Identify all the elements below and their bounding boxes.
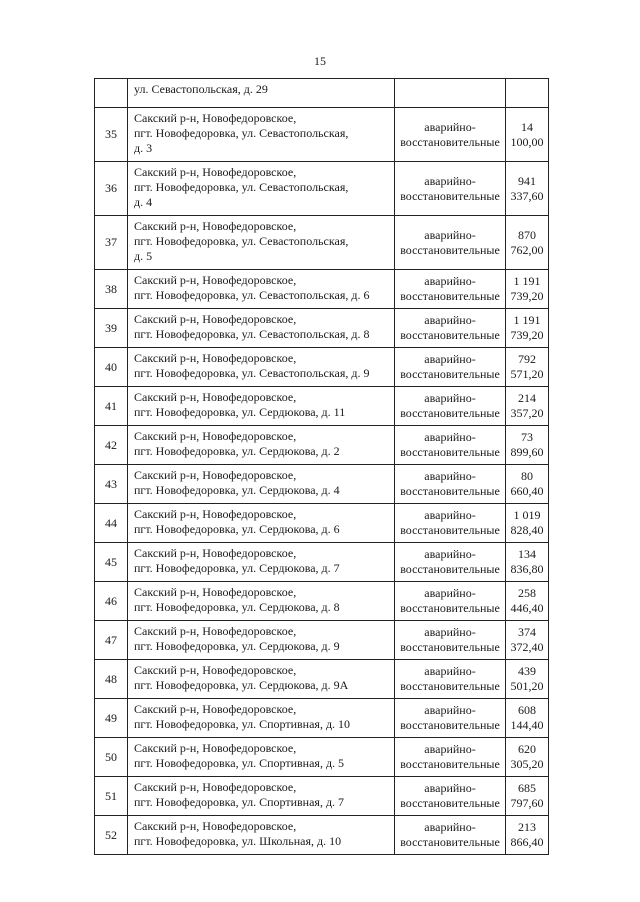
amount-cell: 1 019 828,40 (506, 504, 549, 543)
table-row (95, 504, 549, 543)
work-type-line: восстановительные (400, 562, 500, 576)
work-type-line: восстановительные (400, 835, 500, 849)
row-number-cell: 39 (95, 309, 128, 348)
work-type-line: аварийно- (424, 227, 476, 242)
work-type-cell (395, 162, 506, 216)
address-cell (128, 699, 395, 738)
work-type-line: восстановительные (400, 134, 500, 149)
work-type-line: аварийно- (424, 742, 476, 756)
work-type-line: аварийно- (424, 352, 476, 366)
table-row (95, 348, 549, 387)
row-number-cell: 40 (95, 348, 128, 387)
row-number-cell: 38 (95, 270, 128, 309)
amount-cell: 685 797,60 (506, 777, 549, 816)
address-line: Сакский р-н, Новофедоровское, (134, 273, 297, 287)
address-line: Сакский р-н, Новофедоровское, (134, 624, 297, 638)
address-line: пгт. Новофедоровка, ул. Сердюкова, д. 2 (134, 444, 340, 458)
amount-cell: 792 571,20 (506, 348, 549, 387)
work-type-line: аварийно- (424, 625, 476, 639)
row-number-cell: 44 (95, 504, 128, 543)
row-number-cell: 43 (95, 465, 128, 504)
amount-cell: 73 899,60 (506, 426, 549, 465)
work-type-cell (395, 465, 506, 504)
address-line: пгт. Новофедоровка, ул. Сердюкова, д. 11 (134, 405, 346, 419)
address-line: пгт. Новофедоровка, ул. Школьная, д. 10 (134, 834, 342, 848)
amount-cell: 1 191 739,20 (506, 309, 549, 348)
work-type-line: восстановительные (400, 523, 500, 537)
row-number-cell: 47 (95, 621, 128, 660)
address-line: пгт. Новофедоровка, ул. Севастопольская, (134, 126, 349, 140)
address-line: пгт. Новофедоровка, ул. Севастопольская, (134, 180, 349, 194)
address-cell (128, 162, 395, 216)
address-line: пгт. Новофедоровка, ул. Сердюкова, д. 9 (134, 639, 340, 653)
amount-cell: 870 762,00 (506, 216, 549, 270)
address-line: Сакский р-н, Новофедоровское, (134, 507, 297, 521)
address-cell (128, 216, 395, 270)
work-type-line: восстановительные (400, 484, 500, 498)
row-number-cell: 45 (95, 543, 128, 582)
address-cell (128, 270, 395, 309)
table-row (95, 387, 549, 426)
work-type-cell (395, 621, 506, 660)
amount-cell: 258 446,40 (506, 582, 549, 621)
work-type-cell (395, 543, 506, 582)
table-row (95, 108, 549, 162)
work-type-line: восстановительные (400, 328, 500, 342)
row-number-cell: 42 (95, 426, 128, 465)
work-type-cell (395, 348, 506, 387)
address-line: Сакский р-н, Новофедоровское, (134, 111, 297, 125)
address-line: Сакский р-н, Новофедоровское, (134, 546, 297, 560)
work-type-cell (395, 270, 506, 309)
work-type-cell (395, 582, 506, 621)
address-cell (128, 387, 395, 426)
address-line: д. 5 (134, 249, 153, 263)
address-line: Сакский р-н, Новофедоровское, (134, 468, 297, 482)
row-number-cell: 46 (95, 582, 128, 621)
address-cell (128, 79, 395, 108)
address-line: Сакский р-н, Новофедоровское, (134, 585, 297, 599)
amount-cell: 214 357,20 (506, 387, 549, 426)
row-number-cell: 49 (95, 699, 128, 738)
amount-cell: 1 191 739,20 (506, 270, 549, 309)
work-type-line: восстановительные (400, 289, 500, 303)
work-type-cell (395, 738, 506, 777)
works-table (94, 78, 549, 855)
address-cell (128, 738, 395, 777)
work-type-line: аварийно- (424, 173, 476, 188)
work-type-line: аварийно- (424, 313, 476, 327)
amount-cell: 608 144,40 (506, 699, 549, 738)
work-type-line: восстановительные (400, 445, 500, 459)
amount-cell: 941 337,60 (506, 162, 549, 216)
work-type-line: восстановительные (400, 601, 500, 615)
amount-cell: 134 836,80 (506, 543, 549, 582)
address-line: пгт. Новофедоровка, ул. Севастопольская, д. 6 (134, 288, 370, 302)
address-line: пгт. Новофедоровка, ул. Спортивная, д. 7 (134, 795, 345, 809)
address-line: пгт. Новофедоровка, ул. Спортивная, д. 5 (134, 756, 345, 770)
address-line: Сакский р-н, Новофедоровское, (134, 390, 297, 404)
address-cell (128, 660, 395, 699)
work-type-cell (395, 699, 506, 738)
row-number-cell: 50 (95, 738, 128, 777)
work-type-line: аварийно- (424, 547, 476, 561)
table-row (95, 621, 549, 660)
row-number-cell: 51 (95, 777, 128, 816)
amount-cell (506, 79, 549, 108)
address-line: Сакский р-н, Новофедоровское, (134, 780, 297, 794)
work-type-line: восстановительные (400, 757, 500, 771)
address-line: ул. Севастопольская, д. 29 (134, 82, 268, 96)
work-type-line: восстановительные (400, 679, 500, 693)
work-type-cell (395, 816, 506, 855)
address-line: Сакский р-н, Новофедоровское, (134, 165, 297, 179)
work-type-line: аварийно- (424, 781, 476, 795)
address-cell (128, 777, 395, 816)
address-line: Сакский р-н, Новофедоровское, (134, 702, 297, 716)
work-type-line: аварийно- (424, 274, 476, 288)
address-cell (128, 426, 395, 465)
address-line: пгт. Новофедоровка, ул. Сердюкова, д. 8 (134, 600, 340, 614)
work-type-cell (395, 79, 506, 108)
table-row (95, 543, 549, 582)
work-type-cell (395, 309, 506, 348)
work-type-line: аварийно- (424, 703, 476, 717)
work-type-cell (395, 387, 506, 426)
address-cell (128, 108, 395, 162)
table-row (95, 162, 549, 216)
address-line: пгт. Новофедоровка, ул. Спортивная, д. 10 (134, 717, 351, 731)
table-row (95, 660, 549, 699)
work-type-line: аварийно- (424, 391, 476, 405)
work-type-line: аварийно- (424, 469, 476, 483)
address-line: пгт. Новофедоровка, ул. Севастопольская, д. 9 (134, 366, 370, 380)
work-type-cell (395, 216, 506, 270)
table-row (95, 699, 549, 738)
amount-cell: 213 866,40 (506, 816, 549, 855)
address-line: д. 4 (134, 195, 153, 209)
amount-cell: 14 100,00 (506, 108, 549, 162)
page-number: 15 (314, 54, 326, 68)
amount-cell: 439 501,20 (506, 660, 549, 699)
address-line: пгт. Новофедоровка, ул. Сердюкова, д. 4 (134, 483, 340, 497)
row-number-cell: 36 (95, 162, 128, 216)
work-type-cell (395, 108, 506, 162)
table-row (95, 309, 549, 348)
row-number-cell: 48 (95, 660, 128, 699)
address-line: Сакский р-н, Новофедоровское, (134, 819, 297, 833)
work-type-line: восстановительные (400, 188, 500, 203)
address-line: пгт. Новофедоровка, ул. Севастопольская, (134, 234, 349, 248)
work-type-cell (395, 504, 506, 543)
address-line: пгт. Новофедоровка, ул. Сердюкова, д. 6 (134, 522, 340, 536)
address-cell (128, 348, 395, 387)
address-line: пгт. Новофедоровка, ул. Сердюкова, д. 7 (134, 561, 340, 575)
work-type-cell (395, 426, 506, 465)
table-row (95, 777, 549, 816)
amount-cell: 80 660,40 (506, 465, 549, 504)
table-row (95, 426, 549, 465)
address-line: д. 3 (134, 141, 153, 155)
work-type-line: аварийно- (424, 430, 476, 444)
row-number-cell: 35 (95, 108, 128, 162)
work-type-line: восстановительные (400, 367, 500, 381)
work-type-cell (395, 777, 506, 816)
work-type-line: восстановительные (400, 242, 500, 257)
table-row (95, 270, 549, 309)
work-type-line: аварийно- (424, 820, 476, 834)
work-type-line: восстановительные (400, 718, 500, 732)
address-cell (128, 816, 395, 855)
row-number-cell: 52 (95, 816, 128, 855)
address-cell (128, 621, 395, 660)
address-cell (128, 465, 395, 504)
address-cell (128, 309, 395, 348)
work-type-line: аварийно- (424, 508, 476, 522)
work-type-line: восстановительные (400, 640, 500, 654)
work-type-line: восстановительные (400, 406, 500, 420)
address-cell (128, 504, 395, 543)
address-line: Сакский р-н, Новофедоровское, (134, 351, 297, 365)
address-line: пгт. Новофедоровка, ул. Сердюкова, д. 9А (134, 678, 349, 692)
work-type-line: аварийно- (424, 119, 476, 134)
row-number-cell: 37 (95, 216, 128, 270)
work-type-line: восстановительные (400, 796, 500, 810)
amount-cell: 374 372,40 (506, 621, 549, 660)
work-type-line: аварийно- (424, 586, 476, 600)
address-line: Сакский р-н, Новофедоровское, (134, 741, 297, 755)
table-row-continuation (95, 79, 549, 108)
address-line: Сакский р-н, Новофедоровское, (134, 219, 297, 233)
table-row (95, 216, 549, 270)
table-row (95, 738, 549, 777)
address-line: Сакский р-н, Новофедоровское, (134, 663, 297, 677)
address-line: Сакский р-н, Новофедоровское, (134, 312, 297, 326)
address-line: Сакский р-н, Новофедоровское, (134, 429, 297, 443)
row-number-cell: 41 (95, 387, 128, 426)
address-cell (128, 543, 395, 582)
address-line: пгт. Новофедоровка, ул. Севастопольская, д. 8 (134, 327, 370, 341)
table-row (95, 582, 549, 621)
work-type-cell (395, 660, 506, 699)
work-type-line: аварийно- (424, 664, 476, 678)
row-number-cell (95, 79, 128, 108)
amount-cell: 620 305,20 (506, 738, 549, 777)
table-row (95, 816, 549, 855)
address-cell (128, 582, 395, 621)
table-row (95, 465, 549, 504)
